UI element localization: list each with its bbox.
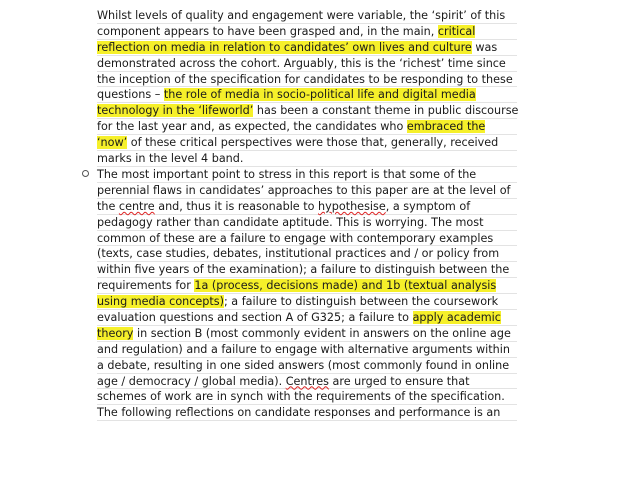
text-run: , a symptom of [385, 199, 471, 213]
text-run: Whilst levels of quality and engagement were variable, the ‘spirit’ of this [97, 9, 506, 22]
spellcheck-flagged-word: centre [118, 199, 155, 213]
highlighted-text: embraced the [406, 120, 486, 134]
text-line [97, 119, 517, 135]
text-run: are urged to ensure that [328, 374, 470, 388]
text-run: a debate, resulting in one sided answers (most commonly found in online [97, 358, 510, 372]
highlighted-text: theory [97, 326, 134, 340]
text-run: has been a constant theme in public discourse [253, 104, 519, 118]
text-line [97, 167, 517, 183]
text-line [97, 40, 517, 56]
text-run: in section B (most commonly evident in answers on the online age [133, 326, 511, 340]
text-run: age / democracy / global media). [97, 374, 286, 388]
text-line [97, 262, 517, 278]
text-run: common of these are a failure to engage with contemporary examples [97, 231, 494, 245]
text-line [97, 183, 517, 199]
text-line [97, 389, 517, 405]
spellcheck-flagged-word: Centres [285, 374, 329, 388]
text-run: of these critical perspectives were those that, generally, received [127, 136, 499, 150]
text-run: component appears to have been grasped and, in the main, [97, 24, 438, 38]
text-run: (texts, case studies, debates, institutional practices and / or policy from [97, 247, 500, 261]
highlighted-text: reflection on media in relation to candidates’ own lives and culture [97, 40, 472, 54]
text-run: the inception of the specification for candidates to be responding to these [97, 72, 513, 86]
text-run: within five years of the examination); a failure to distinguish between the [97, 263, 510, 277]
text-line [97, 246, 517, 262]
text-run: requirements for [97, 279, 195, 293]
paragraph-important-point [97, 167, 517, 421]
text-run: The most important point to stress in this report is that some of the [97, 168, 477, 181]
text-line [97, 8, 517, 24]
text-run: The following reflections on candidate responses and performance is an [97, 406, 501, 420]
text-line [97, 374, 517, 390]
highlighted-text: using media concepts) [97, 295, 224, 309]
text-run: and regulation) and a failure to engage with alternative arguments within [97, 342, 510, 356]
text-line [97, 72, 517, 88]
text-line [97, 87, 517, 103]
text-line [97, 326, 517, 342]
text-line [97, 103, 517, 119]
text-line [97, 342, 517, 358]
bullet-circle-icon [82, 170, 89, 177]
text-run: the [97, 199, 119, 213]
text-run: perennial flaws in candidates’ approaches to this paper are at the level of [97, 183, 511, 197]
text-line [97, 151, 517, 167]
text-line [97, 405, 517, 421]
text-line [97, 310, 517, 326]
text-line [97, 24, 517, 40]
highlighted-text: critical [437, 24, 476, 38]
text-run: and, thus it is reasonable to [154, 199, 319, 213]
text-line [97, 56, 517, 72]
text-run: marks in the level 4 band. [97, 152, 244, 166]
highlighted-text: apply academic [412, 311, 501, 325]
text-line [97, 278, 517, 294]
text-run: evaluation questions and section A of G325; a failure to [97, 311, 413, 325]
highlighted-text: the role of media in socio-political life and digital media [163, 88, 476, 102]
text-run: schemes of work are in synch with the requirements of the specification. [97, 390, 505, 404]
text-run: was [471, 40, 498, 54]
text-line [97, 199, 517, 215]
paragraph-spirit-of-component [97, 8, 517, 167]
text-run: pedagogy rather than candidate aptitude. This is worrying. The most [97, 215, 484, 229]
highlighted-text: ‘now’ [97, 136, 128, 150]
text-run: demonstrated across the cohort. Arguably, this is the ‘richest’ time since [97, 56, 506, 70]
text-run: ; a failure to distinguish between the coursework [223, 295, 499, 309]
text-line [97, 231, 517, 247]
highlighted-text: technology in the ‘lifeworld’ [97, 104, 254, 118]
text-line [97, 294, 517, 310]
spellcheck-flagged-word: hypothesise [318, 199, 386, 213]
text-line [97, 215, 517, 231]
text-run: for the last year and, as expected, the candidates who [97, 120, 407, 134]
text-line [97, 135, 517, 151]
text-run: questions – [97, 88, 164, 102]
highlighted-text: 1a (process, decisions made) and 1b (textual analysis [194, 279, 497, 293]
text-line [97, 358, 517, 374]
